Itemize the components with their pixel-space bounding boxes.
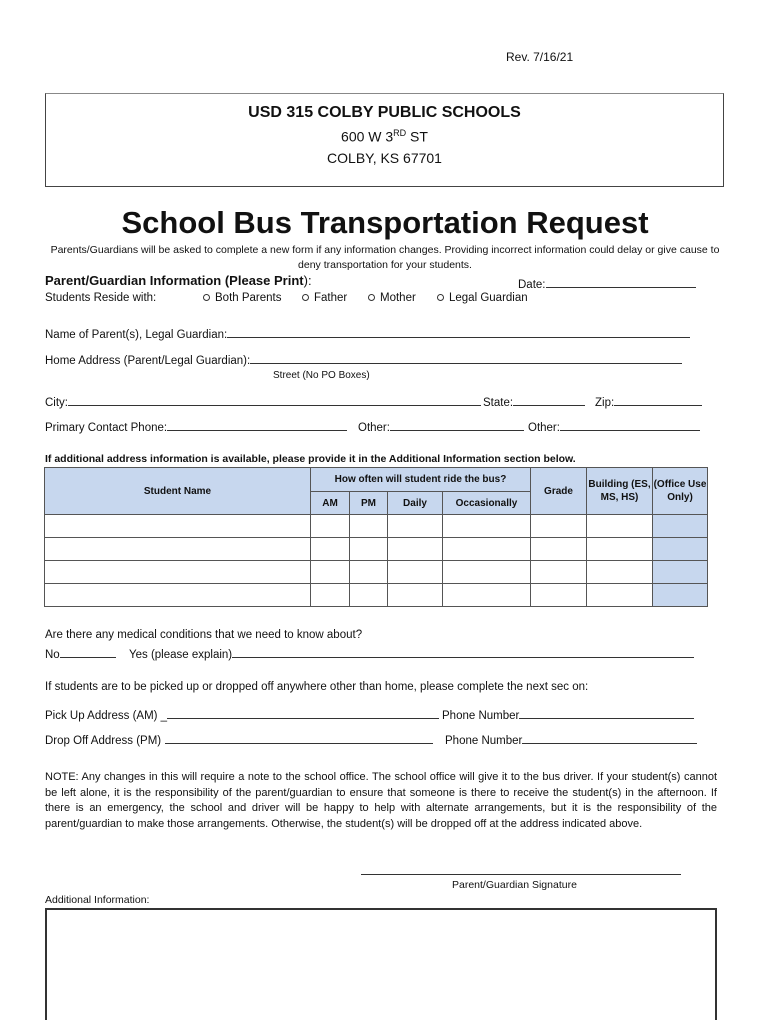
signature-line[interactable]	[361, 874, 681, 875]
city-line[interactable]	[68, 394, 481, 406]
date-field[interactable]	[518, 276, 696, 291]
primary-phone-label: Primary Contact Phone:	[45, 422, 168, 434]
pickup-phone-line[interactable]	[519, 707, 694, 719]
dropoff-label: Drop Off Address (PM)	[45, 735, 162, 747]
am-cell[interactable]	[311, 515, 350, 538]
other-label: Other:	[528, 422, 560, 434]
medical-question: Are there any medical conditions that we need to know about?	[45, 629, 363, 641]
section-title-text: Parent/Guardian Information (Please Print	[45, 273, 304, 288]
building-cell[interactable]	[587, 538, 653, 561]
home-address-label: Home Address (Parent/Legal Guardian):	[45, 355, 251, 367]
reside-option-label: Father	[314, 292, 348, 304]
occasionally-cell[interactable]	[443, 584, 531, 607]
revision-date: Rev. 7/16/21	[506, 50, 574, 64]
student-name-cell[interactable]	[45, 538, 311, 561]
home-address-field[interactable]	[45, 352, 682, 367]
table-row	[45, 561, 708, 584]
date-line[interactable]	[546, 276, 696, 288]
home-address-line[interactable]	[250, 352, 682, 364]
street-suffix: RD	[393, 128, 407, 138]
occasionally-cell[interactable]	[443, 561, 531, 584]
col-pm: PM	[350, 492, 388, 515]
table-row	[45, 515, 708, 538]
col-daily: Daily	[388, 492, 443, 515]
daily-cell[interactable]	[388, 561, 443, 584]
zip-label: Zip:	[595, 397, 615, 409]
medical-no-field[interactable]	[45, 646, 116, 661]
medical-yes-field[interactable]	[129, 646, 694, 661]
additional-info-box[interactable]	[45, 908, 717, 1020]
student-name-cell[interactable]	[45, 584, 311, 607]
additional-info-label: Additional Information:	[45, 894, 150, 906]
state-field[interactable]	[483, 394, 585, 409]
daily-cell[interactable]	[388, 515, 443, 538]
grade-cell[interactable]	[531, 561, 587, 584]
phone-number-label: Phone Number	[445, 735, 523, 747]
grade-cell[interactable]	[531, 584, 587, 607]
col-how-often: How often will student ride the bus?	[311, 468, 531, 492]
pickup-label: Pick Up Address (AM) _	[45, 710, 168, 722]
reside-option-label: Mother	[380, 292, 416, 304]
student-name-cell[interactable]	[45, 515, 311, 538]
date-label: Date:	[518, 279, 546, 291]
school-header-box	[45, 93, 724, 187]
pickup-address-field[interactable]	[45, 707, 439, 722]
pickup-phone-field[interactable]	[442, 707, 694, 722]
street-type: ST	[406, 128, 428, 145]
city-label: City:	[45, 397, 68, 409]
pickup-intro: If students are to be picked up or dropped off anywhere other than home, please complete the next sec on:	[45, 681, 589, 693]
state-line[interactable]	[513, 394, 585, 406]
occasionally-cell[interactable]	[443, 538, 531, 561]
page-title: School Bus Transportation Request	[121, 205, 649, 240]
other-label: Other:	[358, 422, 390, 434]
section-title-end: ):	[303, 273, 312, 288]
col-grade: Grade	[531, 468, 587, 515]
dropoff-line[interactable]	[165, 732, 433, 744]
building-cell[interactable]	[587, 515, 653, 538]
col-office-use: (Office Use Only)	[653, 468, 708, 515]
am-cell[interactable]	[311, 584, 350, 607]
radio-circle-icon[interactable]	[302, 294, 309, 301]
parent-name-field[interactable]	[45, 326, 690, 341]
daily-cell[interactable]	[388, 538, 443, 561]
radio-circle-icon[interactable]	[203, 294, 210, 301]
primary-phone-line[interactable]	[167, 419, 347, 431]
other-phone-field-1[interactable]	[358, 419, 524, 434]
primary-phone-field[interactable]	[45, 419, 347, 434]
office-cell	[653, 515, 708, 538]
table-row	[45, 584, 708, 607]
office-cell	[653, 584, 708, 607]
signature-label: Parent/Guardian Signature	[452, 879, 577, 891]
note-paragraph: NOTE: Any changes in this will require a note to the school office. The school office will give it to the bus driver. If your student(s) cannot be left alone, it is the responsibility of the parent/guardian to ensure that someone is there to receive the student(s) in the afternoon. If there is an emergency, the school and driver will be happy to help with alternate arrangements, but it is the responsibility of the parent/guardian to make those arrangements. Otherwise, the student(s) will be dropped off at the address indicated above.	[45, 771, 717, 830]
grade-cell[interactable]	[531, 538, 587, 561]
reside-option-both[interactable]	[203, 292, 281, 304]
dropoff-phone-field[interactable]	[445, 732, 697, 747]
office-cell	[653, 538, 708, 561]
other-phone-line[interactable]	[390, 419, 524, 431]
school-city: COLBY, KS 67701	[327, 150, 442, 166]
section-title	[45, 273, 312, 288]
radio-circle-icon[interactable]	[368, 294, 375, 301]
col-student-name: Student Name	[45, 468, 311, 515]
intro-text: Parents/Guardians will be asked to complete a new form if any information changes. Providing incorrect information could delay or give cause to deny transportation for your students.	[50, 244, 720, 271]
student-name-cell[interactable]	[45, 561, 311, 584]
reside-option-label: Legal Guardian	[449, 292, 528, 304]
table-row	[45, 538, 708, 561]
dropoff-phone-line[interactable]	[522, 732, 697, 744]
school-name: USD 315 COLBY PUBLIC SCHOOLS	[248, 104, 521, 121]
state-label: State:	[483, 397, 514, 409]
parent-name-label: Name of Parent(s), Legal Guardian:	[45, 329, 228, 341]
reside-option-guardian[interactable]	[437, 292, 528, 304]
pm-cell[interactable]	[350, 515, 388, 538]
city-field[interactable]	[45, 394, 481, 409]
no-line[interactable]	[60, 646, 116, 658]
reside-option-father[interactable]	[302, 292, 347, 304]
radio-circle-icon[interactable]	[437, 294, 444, 301]
no-label: No	[45, 649, 60, 661]
parent-name-line[interactable]	[227, 326, 690, 338]
pm-cell[interactable]	[350, 584, 388, 607]
building-cell[interactable]	[587, 584, 653, 607]
phone-number-label: Phone Number	[442, 710, 520, 722]
dropoff-address-field[interactable]	[45, 732, 433, 747]
building-cell[interactable]	[587, 561, 653, 584]
other-phone-field-2[interactable]	[528, 419, 700, 434]
yes-explain-line[interactable]	[232, 646, 694, 658]
am-cell[interactable]	[311, 538, 350, 561]
col-am: AM	[311, 492, 350, 515]
reside-label: Students Reside with:	[45, 292, 157, 304]
daily-cell[interactable]	[388, 584, 443, 607]
pm-cell[interactable]	[350, 561, 388, 584]
street-number: 600 W 3	[341, 128, 394, 145]
col-occasionally: Occasionally	[443, 492, 531, 515]
yes-label: Yes (please explain)	[129, 649, 233, 661]
table-note: If additional address information is available, please provide it in the Additional Information section below.	[45, 453, 576, 465]
occasionally-cell[interactable]	[443, 515, 531, 538]
other-phone-line[interactable]	[560, 419, 700, 431]
student-table	[44, 467, 708, 607]
grade-cell[interactable]	[531, 515, 587, 538]
reside-option-mother[interactable]	[368, 292, 416, 304]
pickup-line[interactable]	[167, 707, 439, 719]
street-hint: Street (No PO Boxes)	[273, 370, 370, 381]
pm-cell[interactable]	[350, 538, 388, 561]
reside-option-label: Both Parents	[215, 292, 282, 304]
col-building: Building (ES, MS, HS)	[587, 468, 653, 515]
am-cell[interactable]	[311, 561, 350, 584]
zip-field[interactable]	[595, 394, 702, 409]
school-street	[46, 128, 723, 145]
zip-line[interactable]	[614, 394, 702, 406]
office-cell	[653, 561, 708, 584]
